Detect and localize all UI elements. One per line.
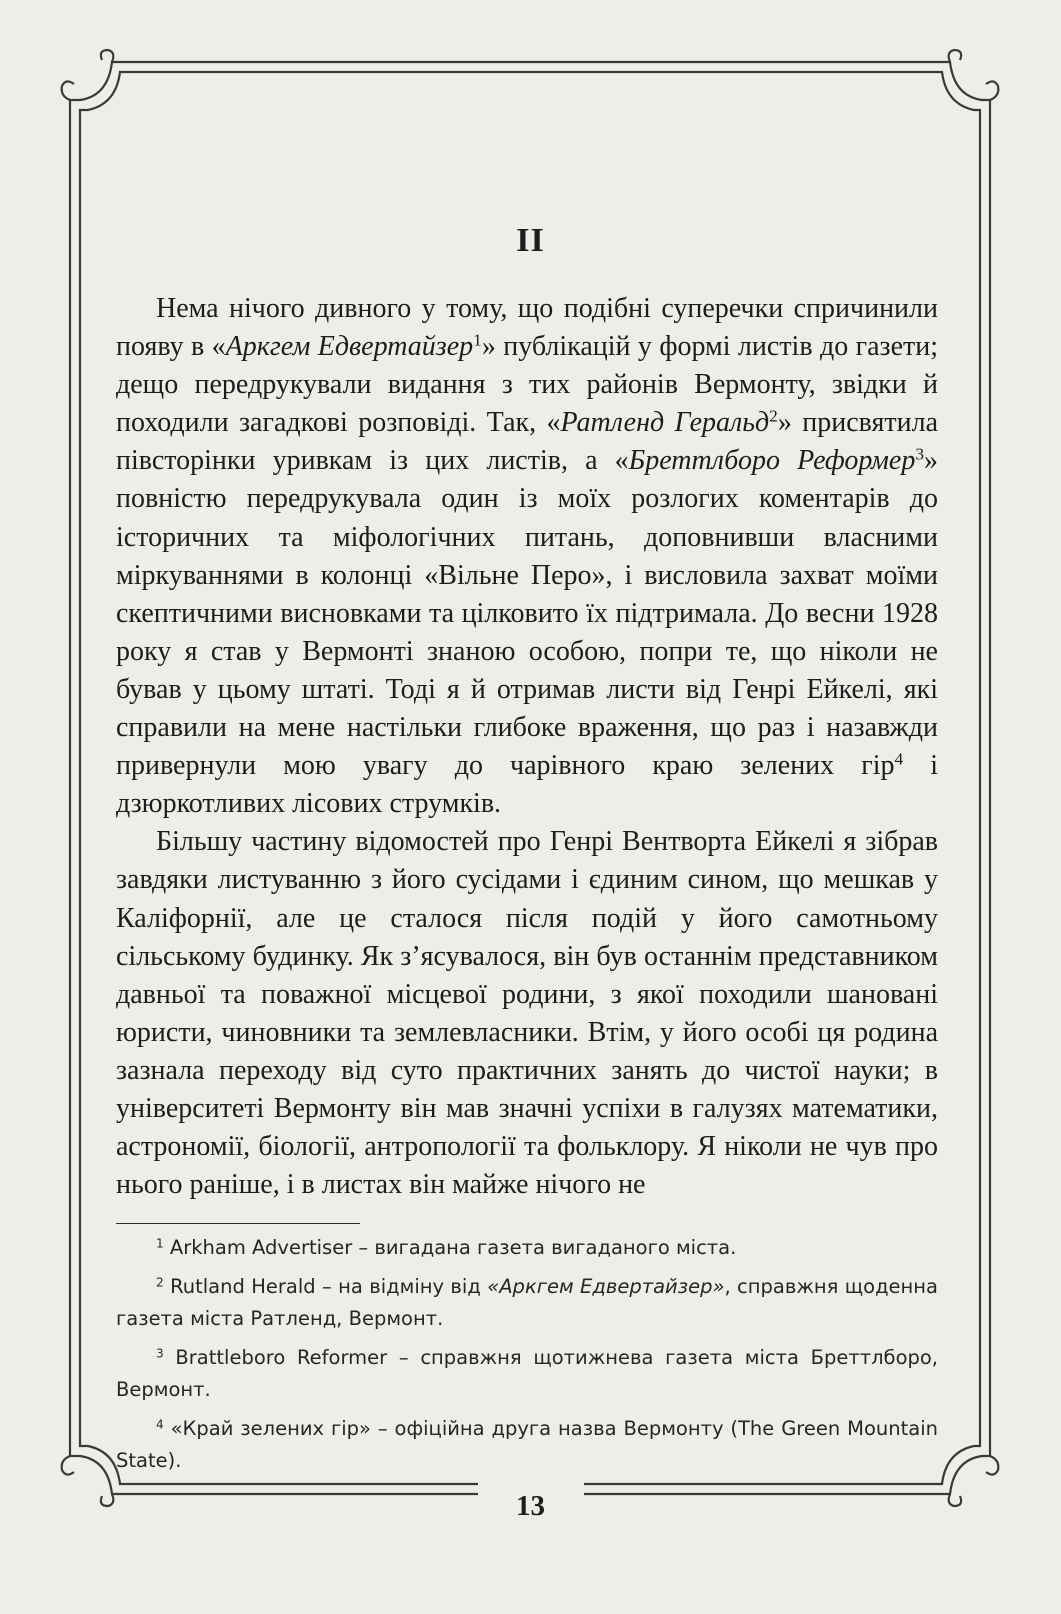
footnote-separator (116, 1223, 360, 1224)
footnote-2: $^2$ Rutland Herald – на відміну від «Аркгем Едвертайзер», справжня щоденна газета міста Ратленд, Вермонт. (116, 1275, 938, 1330)
footnotes (116, 1232, 938, 1484)
footnote-4: $^4$ «Край зелених гір» – офіційна друга назва Вермонту (The Green Mountain State). (116, 1417, 938, 1472)
newspaper-title-brattleboro: Бреттлборо Реформер (628, 445, 916, 477)
chapter-heading: II (516, 222, 545, 259)
newspaper-title-rutland: Ратленд Геральд (560, 407, 770, 439)
paragraph-1: Нема нічого дивного у тому, що подібні суперечки спричинили появу в «Аркгем Едвертайзер$^1$» публікацій у формі листів до газети; дещо передрукували видання з тих районів Вермонту, звідки й походили загадкові розповіді. Так, «Ратленд Геральд$^2$» присвятила півсторінки уривкам із цих листів, а «Бреттлборо Реформер$^3$» повністю передрукувала один із моїх розлогих коментарів до історичних та міфологічних питань, доповнивши власними міркуваннями в колонці «Вільне Перо», і висловила захват моїми скептичними висновками та цілковито їх підтримала. До весни 1928 року я став у Вермонті знаною особою, попри те, що ніколи не бував у цьому штаті. Тоді я й отримав листи від Генрі Ейкелі, які справили на мене настільки глибоке враження, що раз і назавжди привернули мою увагу до чарівного краю зелених гір$^4$ і дзюркотливих лісових струмків. (116, 293, 939, 820)
main-text (116, 290, 938, 1204)
newspaper-title-arkham: Аркгем Едвертайзер (225, 331, 474, 363)
footnote-3: $^3$ Brattleboro Reformer – справжня щотижнева газета міста Бреттлборо, Вермонт. (116, 1346, 939, 1401)
footnote-ref-2: 2 (769, 406, 778, 426)
paragraph-2: Більшу частину відомостей про Генрі Вентворта Ейкелі я зібрав завдяки листуванню з його сусідами і єдиним сином, що мешкав у Каліфорнії, але це сталося після подій у його самотньому сільському будинку. Як з’ясувалося, він був останнім представником давньої та поважної місцевої родини, з якої походили шановані юристи, чиновники та землевласники. Втім, у його особі ця родина зазнала переходу від суто практичних занять до чистої науки; в університеті Вермонту він мав значні успіхи в галузях математики, астрономії, біології, антропології та фольклору. Я ніколи не чув про нього раніше, і в листах він майже нічого не (116, 826, 938, 1201)
footnote-1: $^1$ Arkham Advertiser – вигадана газета вигаданого міста. (156, 1236, 737, 1259)
footnote-ref-4: 4 (894, 749, 904, 769)
footnote-ref-3: 3 (915, 444, 925, 464)
page-number: 13 (516, 1490, 545, 1522)
footnote-ref-1: 1 (473, 330, 482, 350)
